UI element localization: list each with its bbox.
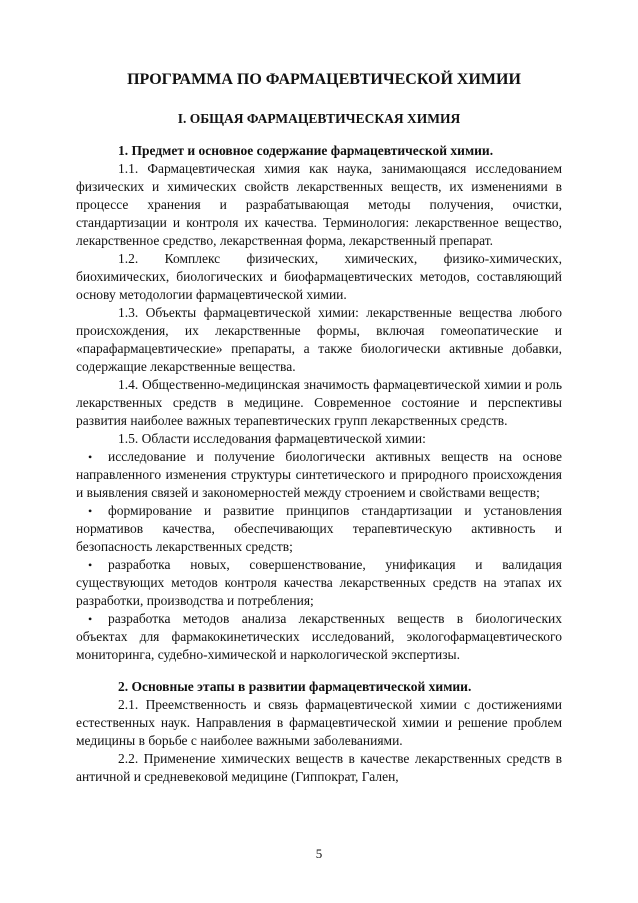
bullet-icon: •: [88, 612, 93, 626]
bullet-text: формирование и развитие принципов стандартизации и установления нормативов качества, обеспечивающих терапевтическую активность и безопасность лекарственных средств;: [76, 503, 562, 554]
document-title: ПРОГРАММА ПО ФАРМАЦЕВТИЧЕСКОЙ ХИМИИ: [127, 71, 521, 88]
bullet-icon: •: [88, 558, 93, 572]
bullet-icon: •: [88, 450, 93, 464]
bullet-item: [76, 448, 562, 502]
paragraph-1-1: 1.1. Фармацевтическая химия как наука, занимающаяся исследованием физических и химических свойств лекарственных веществ, их изменениями в процессе хранения и разрабатывающая методы получения, очистки, стандартизации и контроля их качества. Терминология: лекарственное вещество, лекарственное средство, лекарственная форма, лекарственный препарат.: [76, 161, 562, 248]
paragraph-2-2: 2.2. Применение химических веществ в качестве лекарственных средств в античной и средневековой медицине (Гиппократ, Гален,: [76, 751, 562, 784]
bullet-item: [76, 610, 562, 664]
page-number: 5: [315, 846, 323, 861]
bullet-icon: •: [88, 504, 93, 518]
paragraph-1-2: 1.2. Комплекс физических, химических, физико-химических, биохимических, биологических и биофармацевтических методов, составляющий основу методологии фармацевтической химии.: [76, 251, 562, 302]
bullet-text: разработка методов анализа лекарственных веществ в биологических объектах для фармакокинетических исследований, экологофармацевтического мониторинга, судебно-химической и наркологической экспертизы.: [76, 611, 562, 662]
bullet-item: [76, 556, 562, 610]
bullet-text: разработка новых, совершенствование, унификация и валидация существующих методов контроля качества лекарственных средств на этапах их разработки, производства и потребления;: [76, 557, 562, 608]
document-page: [76, 70, 562, 786]
paragraph-1-3: 1.3. Объекты фармацевтической химии: лекарственные вещества любого происхождения, их лекарственные формы, включая гомеопатические и «парафармацевтические» препараты, а также биологически активные добавки, содержащие лекарственные вещества.: [76, 305, 562, 374]
section-title: I. ОБЩАЯ ФАРМАЦЕВТИЧЕСКАЯ ХИМИЯ: [177, 111, 461, 126]
subheading-1: 1. Предмет и основное содержание фармацевтической химии.: [118, 143, 494, 158]
paragraph-1-4: 1.4. Общественно-медицинская значимость фармацевтической химии и роль лекарственных средств в медицине. Современное состояние и перспективы развития наиболее важных терапевтических групп лекарственных средств.: [76, 377, 562, 428]
paragraph-2-1: 2.1. Преемственность и связь фармацевтической химии с достижениями естественных наук. Направления в фармацевтической химии и решение проблем медицины в борьбе с наиболее важными заболеваниями.: [76, 697, 562, 748]
bullet-item: [76, 502, 562, 556]
paragraph-1-5: 1.5. Области исследования фармацевтической химии:: [118, 431, 426, 446]
bullet-text: исследование и получение биологически активных веществ на основе направленного изменения структуры синтетического и природного происхождения и выявления связей и закономерностей между строением и свойствами веществ;: [76, 449, 562, 500]
subheading-2: 2. Основные этапы в развитии фармацевтической химии.: [118, 679, 472, 694]
